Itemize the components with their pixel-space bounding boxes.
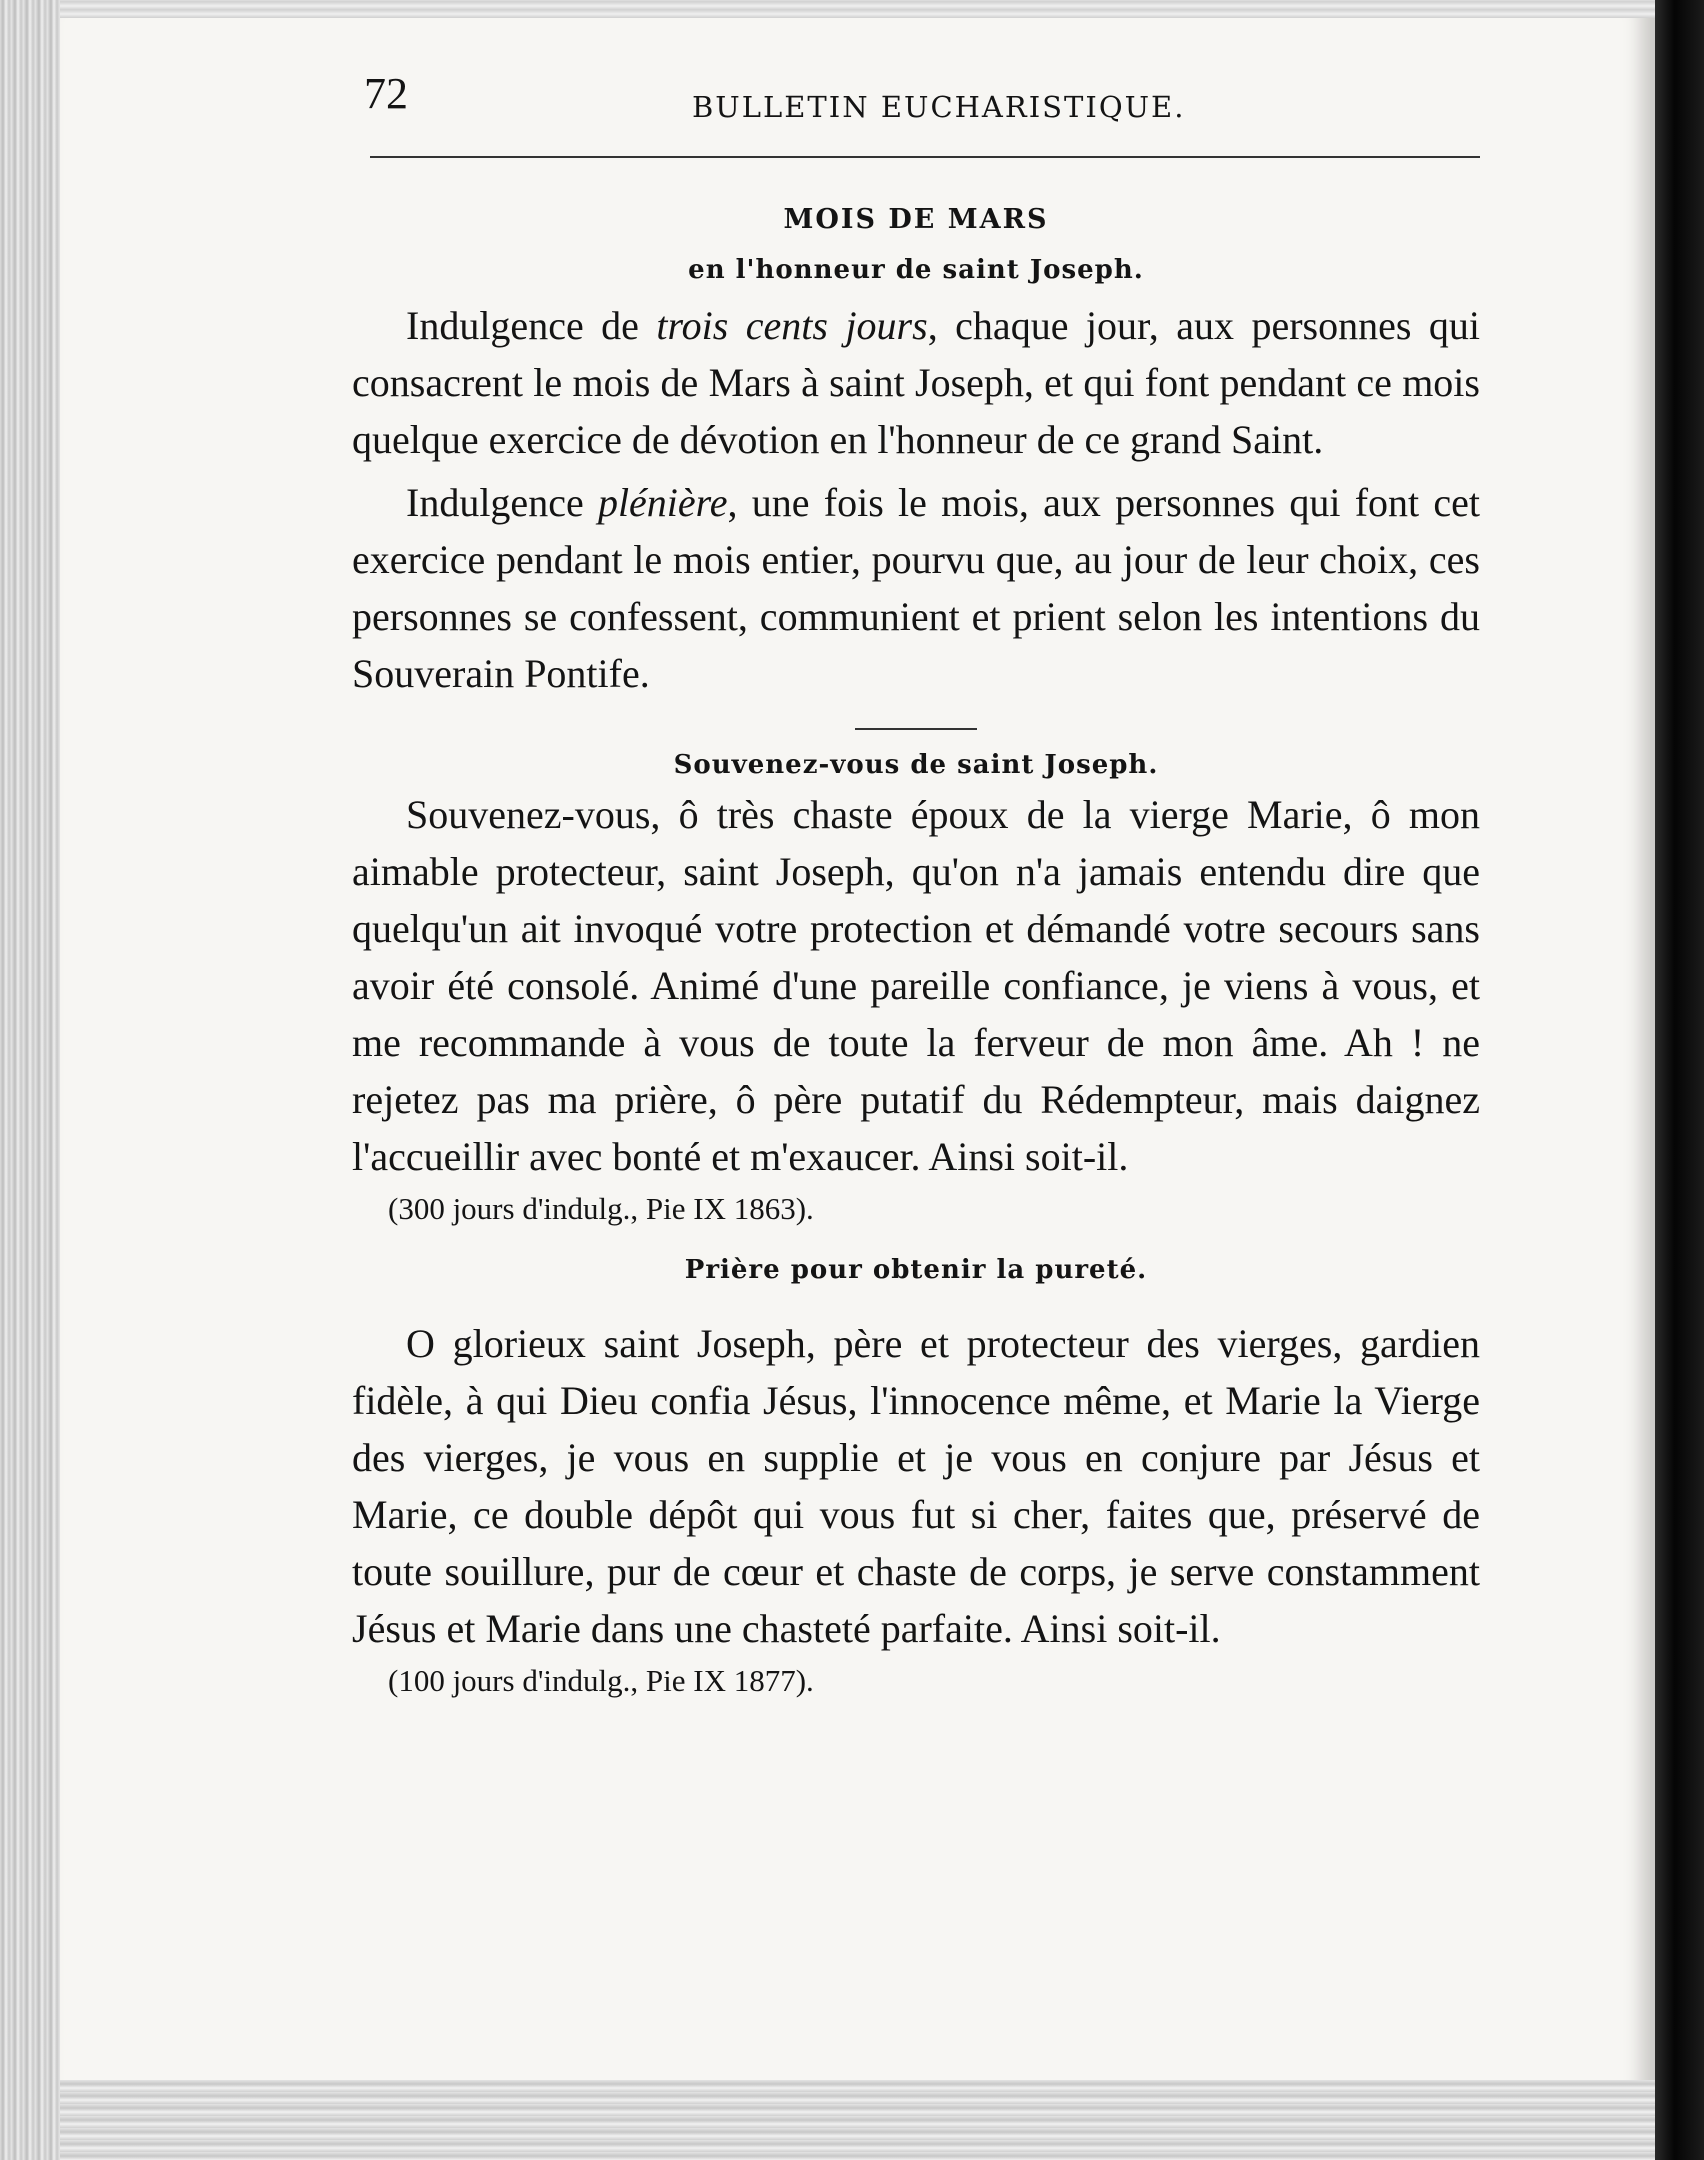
paragraph-priere-purete: O glorieux saint Joseph, père et protecteur des vierges, gardien fidèle, à qui Dieu confia Jésus, l'innocence même, et Marie la Vierge des vierges, je vous en supplie et je vous en conjure par Jésus et Marie, ce double dépôt qui vous fut si cher, faites que, préservé de toute souillure, pur de cœur et chaste de corps, je serve constamment Jésus et Marie dans une chasteté parfaite. Ainsi soit-il. bbox=[352, 1321, 1480, 1651]
section-title-souvenez-vous: Souvenez-vous de saint Joseph. bbox=[673, 750, 1159, 780]
paragraph-text: Indulgence de bbox=[406, 303, 657, 348]
section-divider bbox=[855, 728, 977, 730]
top-page-edges bbox=[60, 0, 1655, 18]
citation-souvenez-vous: (300 jours d'indulg., Pie IX 1863). bbox=[388, 1191, 814, 1226]
section-title-priere-purete: Prière pour obtenir la pureté. bbox=[684, 1255, 1148, 1285]
citation-priere-purete: (100 jours d'indulg., Pie IX 1877). bbox=[388, 1663, 814, 1698]
section-subtitle-honneur: en l'honneur de saint Joseph. bbox=[688, 255, 1144, 285]
paragraph-text: , chaque jour, aux personnes qui consacrent le mois de Mars à saint Joseph, et qui font pendant ce mois quelque exercice de dévotion en l'honneur de ce grand Saint. bbox=[352, 303, 1481, 462]
bottom-page-edges bbox=[60, 2080, 1655, 2160]
header-rule bbox=[370, 156, 1480, 158]
book-binding bbox=[1655, 0, 1704, 2160]
running-title: BULLETIN EUCHARISTIQUE. bbox=[692, 90, 1186, 124]
italic-emphasis: plénière bbox=[597, 480, 728, 525]
page-number: 72 bbox=[364, 69, 408, 118]
section-title-mois-de-mars: MOIS DE MARS bbox=[783, 204, 1049, 235]
running-head bbox=[352, 60, 1480, 140]
page-content bbox=[352, 60, 1480, 1699]
paragraph-text: Indulgence bbox=[406, 480, 598, 525]
paragraph-text: , une fois le mois, aux personnes qui font cet exercice pendant le mois entier, pourvu que, au jour de leur choix, ces personnes se confessent, communient et prient selon les intentions du Souverain Pontife. bbox=[352, 480, 1480, 696]
italic-emphasis: trois cents jours bbox=[656, 303, 928, 348]
paragraph-souvenez-vous: Souvenez-vous, ô très chaste époux de la vierge Marie, ô mon aimable protecteur, saint Joseph, qu'on n'a jamais entendu dire que quelqu'un ait invoqué votre protection et démandé votre secours sans avoir été consolé. Animé d'une pareille confiance, je viens à vous, et me recommande à vous de toute la ferveur de mon âme. Ah ! ne rejetez pas ma prière, ô père putatif du Rédempteur, mais daignez l'accueillir avec bonté et m'exaucer. Ainsi soit-il. bbox=[352, 792, 1480, 1179]
paragraph-indulgence-jours bbox=[352, 297, 1480, 468]
paragraph-indulgence-pleniere bbox=[352, 474, 1480, 702]
